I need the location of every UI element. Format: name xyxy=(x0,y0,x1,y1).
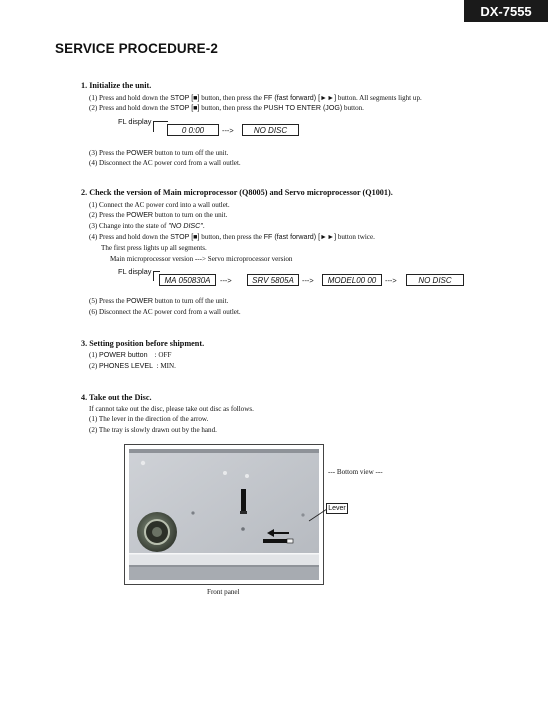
section1-step4: (4) Disconnect the AC power cord from a wall outlet. xyxy=(89,159,241,167)
section2-step3 xyxy=(89,222,205,230)
ff-key: FF (fast forward) [►►] xyxy=(263,233,337,241)
section1-heading: 1. Initialize the unit. xyxy=(81,81,152,90)
section3-item2 xyxy=(89,362,176,370)
fl-bracket xyxy=(153,121,168,132)
stop-key: STOP [■] xyxy=(170,104,200,112)
fl-arrow: ---> xyxy=(385,276,397,285)
text: (3) Change into the state of xyxy=(89,222,169,230)
power-key: POWER xyxy=(126,149,154,157)
section2-note1: The first press lights up all segments. xyxy=(101,244,207,252)
fl-arrow: ---> xyxy=(302,276,314,285)
bottom-view-photo-frame xyxy=(124,444,324,585)
lever-leader-line xyxy=(308,508,328,522)
phones-level-label: PHONES LEVEL xyxy=(99,362,154,370)
text: (2) xyxy=(89,362,100,370)
fl-box-nodisc: NO DISC xyxy=(242,124,299,136)
text: (2) Press the xyxy=(89,211,127,219)
text: button, then press the xyxy=(199,233,264,241)
section4-heading: 4. Take out the Disc. xyxy=(81,393,152,402)
text: button. xyxy=(342,104,364,112)
value-off: : OFF xyxy=(147,351,172,359)
stop-key: STOP [■] xyxy=(170,94,200,102)
power-button-label: POWER button xyxy=(99,351,148,359)
section2-step6: (6) Disconnect the AC power cord from a wall outlet. xyxy=(89,308,241,316)
power-key: POWER xyxy=(126,211,154,219)
text: (1) xyxy=(89,351,100,359)
fl-box-time: 0 0:00 xyxy=(167,124,219,136)
text: button to turn on the unit. xyxy=(153,211,228,219)
section2-step5 xyxy=(89,297,228,305)
text: (5) Press the xyxy=(89,297,127,305)
stop-key: STOP [■] xyxy=(170,233,200,241)
section4-step2: (2) The tray is slowly drawn out by the hand. xyxy=(89,426,217,434)
page-title: SERVICE PROCEDURE-2 xyxy=(55,41,218,56)
text: (2) Press and hold down the xyxy=(89,104,171,112)
section4-step1: (1) The lever in the direction of the arrow. xyxy=(89,415,209,423)
power-key: POWER xyxy=(126,297,154,305)
text: button. All segments light up. xyxy=(336,94,422,102)
front-panel-caption: Front panel xyxy=(207,588,240,596)
section3-heading: 3. Setting position before shipment. xyxy=(81,339,205,348)
text: button to turn off the unit. xyxy=(153,297,229,305)
text: (1) Press and hold down the xyxy=(89,94,171,102)
fl-display-label: FL display xyxy=(118,267,152,276)
section4-intro: If cannot take out the disc, please take out disc as follows. xyxy=(89,405,254,413)
fl-box-model: MODEL00 00 xyxy=(322,274,382,286)
lever-label: Lever xyxy=(326,503,348,514)
no-disc-state: "NO DISC" xyxy=(168,222,203,230)
text: button, then press the xyxy=(199,104,264,112)
fl-box-servo-version: SRV 5805A xyxy=(247,274,299,286)
fl-box-nodisc: NO DISC xyxy=(406,274,464,286)
section3-item1 xyxy=(89,351,171,359)
section2-step4 xyxy=(89,233,375,241)
text: button to turn off the unit. xyxy=(153,149,229,157)
section2-step2 xyxy=(89,211,227,219)
fl-box-main-version: MA 050830A xyxy=(159,274,216,286)
section2-heading: 2. Check the version of Main microprocessor (Q8005) and Servo microprocessor (Q1001). xyxy=(81,188,393,197)
section1-step2 xyxy=(89,104,364,112)
text: button twice. xyxy=(336,233,375,241)
text: (3) Press the xyxy=(89,149,127,157)
push-enter-key: PUSH TO ENTER (JOG) xyxy=(263,104,343,112)
chassis-illustration xyxy=(129,449,319,580)
text: . xyxy=(202,222,205,230)
section1-step1 xyxy=(89,94,422,102)
text: button, then press the xyxy=(199,94,264,102)
text: (4) Press and hold down the xyxy=(89,233,171,241)
section1-step3 xyxy=(89,149,228,157)
fl-display-label: FL display xyxy=(118,117,152,126)
bottom-view-photo xyxy=(129,449,319,580)
ff-key: FF (fast forward) [►►] xyxy=(263,94,337,102)
bottom-view-caption: --- Bottom view --- xyxy=(328,468,383,476)
value-min: : MIN. xyxy=(153,362,176,370)
fl-arrow: ---> xyxy=(220,276,232,285)
model-badge: DX-7555 xyxy=(464,0,548,22)
section2-note2: Main microprocessor version ---> Servo microprocessor version xyxy=(110,255,293,263)
fl-arrow: ---> xyxy=(222,126,234,135)
section2-step1: (1) Connect the AC power cord into a wall outlet. xyxy=(89,201,230,209)
